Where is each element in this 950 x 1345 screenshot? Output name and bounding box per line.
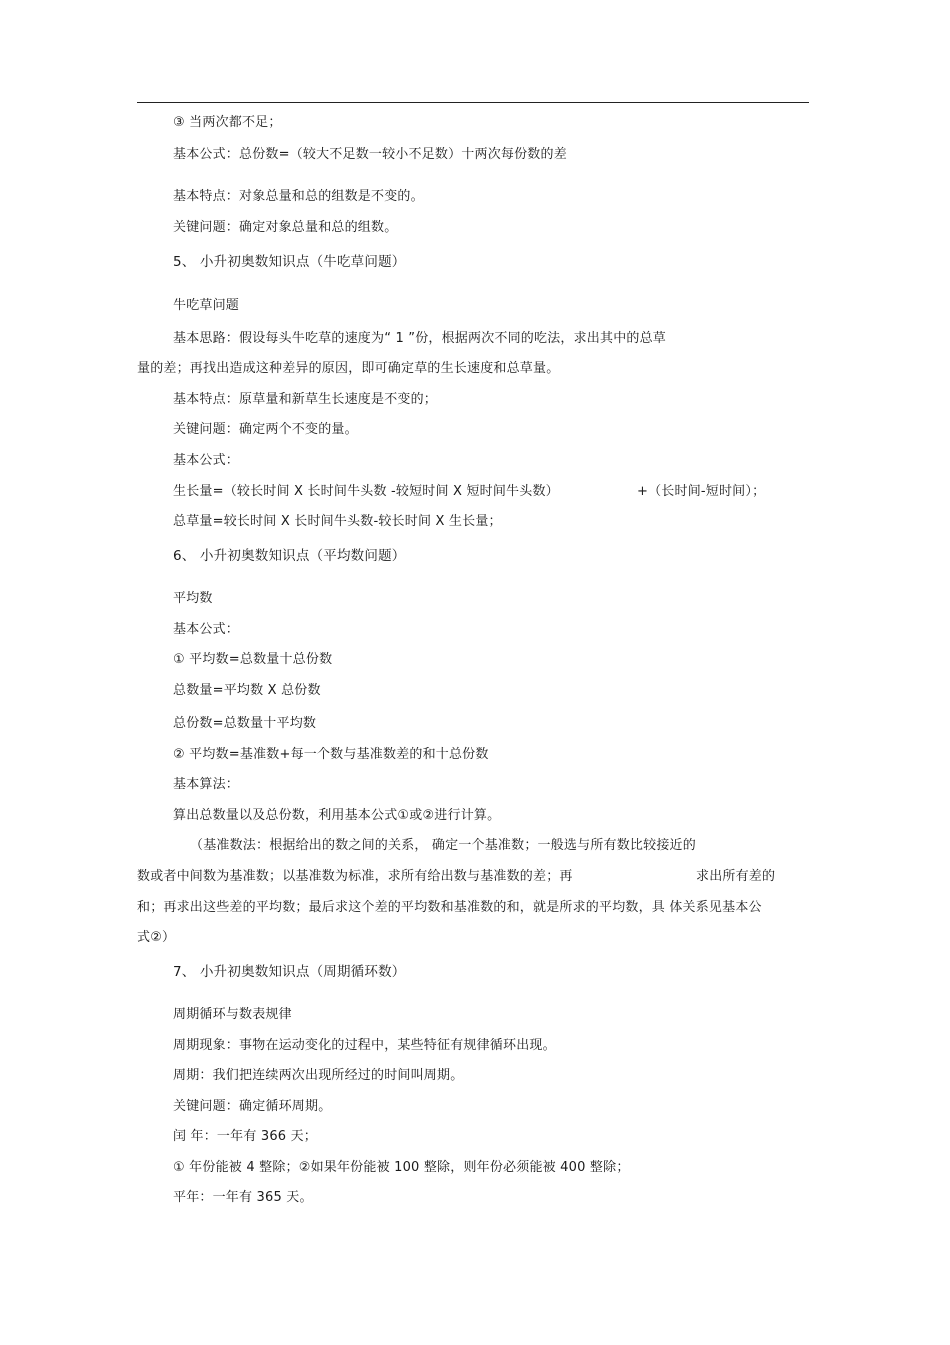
text-line: 周期现象：事物在运动变化的过程中，某些特征有规律循环出现。 [173, 1038, 556, 1053]
section-heading: 5、 小升初奥数知识点（牛吃草问题） [173, 254, 406, 270]
subsection-title: 牛吃草问题 [173, 298, 240, 313]
subsection-title: 平均数 [173, 591, 213, 606]
text-line: 基本思路：假设每头牛吃草的速度为“ 1 ”份，根据两次不同的吃法，求出其中的总草 [173, 331, 667, 346]
formula-line: 生长量=（较长时间 X 长时间牛头数 -较短时间 X 短时间牛头数） [173, 484, 559, 499]
section-heading: 7、 小升初奥数知识点（周期循环数） [173, 964, 406, 980]
text-line: 平年：一年有 365 天。 [173, 1190, 313, 1205]
text-line: ③ 当两次都不足； [173, 115, 282, 130]
text-line: 基本公式： [173, 453, 240, 468]
text-line: 关键问题：确定对象总量和总的组数。 [173, 220, 398, 235]
text-line: 闰 年：一年有 366 天； [173, 1129, 318, 1144]
text-line: 关键问题：确定两个不变的量。 [173, 422, 358, 437]
formula-line: 总份数=总数量十平均数 [173, 716, 317, 731]
section-heading: 6、 小升初奥数知识点（平均数问题） [173, 548, 406, 564]
text-line: 式②） [137, 930, 176, 945]
formula-line: 总数量=平均数 X 总份数 [173, 683, 321, 698]
text-line: 基本公式：总份数=（较大不足数一较小不足数）十两次每份数的差 [173, 147, 567, 162]
text-line: ① 年份能被 4 整除；②如果年份能被 100 整除，则年份必须能被 400 整除； [173, 1160, 630, 1175]
formula-line: ① 平均数=总数量十总份数 [173, 652, 333, 667]
text-line: 基本公式： [173, 622, 240, 637]
text-line: 关键问题：确定循环周期。 [173, 1099, 332, 1114]
formula-line: ② 平均数=基准数+每一个数与基准数差的和十总份数 [173, 747, 489, 762]
text-line: 数或者中间数为基准数；以基准数为标准，求所有给出数与基准数的差；再 [137, 869, 573, 884]
text-line: 基本算法： [173, 777, 240, 792]
text-line: 基本特点：原草量和新草生长速度是不变的； [173, 392, 438, 407]
formula-line: 总草量=较长时间 X 长时间牛头数-较长时间 X 生长量； [173, 514, 502, 529]
text-line: 量的差；再找出造成这种差异的原因，即可确定草的生长速度和总草量。 [137, 361, 560, 376]
text-line: 算出总数量以及总份数，利用基本公式①或②进行计算。 [173, 808, 501, 823]
text-line: 基本特点：对象总量和总的组数是不变的。 [173, 189, 424, 204]
text-line: 和；再求出这些差的平均数；最后求这个差的平均数和基准数的和，就是所求的平均数，具 体关系见基本公 [137, 900, 762, 915]
text-line-tail: 求出所有差的 [696, 869, 776, 884]
text-line: 周期：我们把连续两次出现所经过的时间叫周期。 [173, 1068, 464, 1083]
text-line: （基准数法：根据给出的数之间的关系， 确定一个基准数；一般选与所有数比较接近的 [190, 838, 696, 853]
header-rule [137, 102, 809, 103]
subsection-title: 周期循环与数表规律 [173, 1007, 292, 1022]
formula-line-tail: +（长时间-短时间）； [637, 484, 766, 499]
